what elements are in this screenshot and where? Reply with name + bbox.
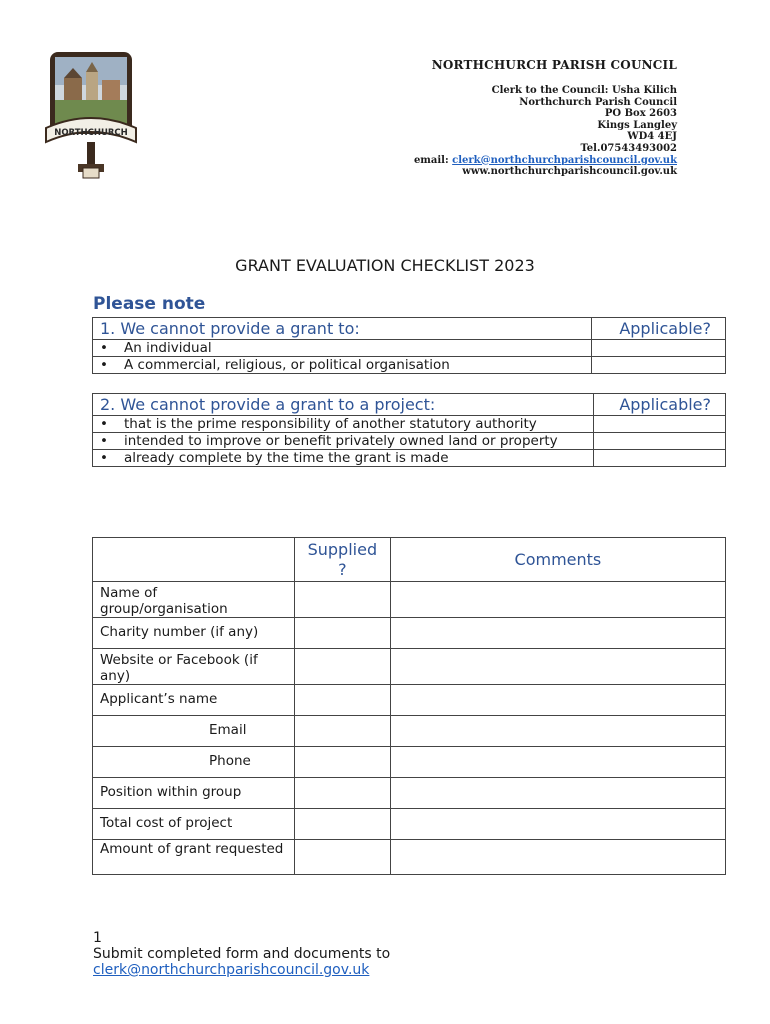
section-2-row: [93, 433, 726, 450]
applicable-cell[interactable]: [594, 416, 726, 433]
comments-cell[interactable]: [390, 649, 725, 685]
applicable-cell[interactable]: [594, 450, 726, 467]
applicable-cell[interactable]: [592, 357, 726, 374]
footer-email-link[interactable]: clerk@northchurchparishcouncil.gov.uk: [93, 962, 370, 978]
supplied-cell[interactable]: [294, 582, 390, 618]
org-name: NORTHCHURCH PARISH COUNCIL: [431, 58, 677, 72]
section-1-heading: 1. We cannot provide a grant to:: [93, 318, 592, 340]
checklist-row-label: Total cost of project: [93, 809, 295, 840]
bullet-icon: •: [100, 357, 108, 373]
telephone: Tel.07543493002: [580, 142, 677, 154]
section-2-row: [93, 416, 726, 433]
clerk-name: Clerk to the Council: Usha Kilich: [491, 85, 677, 96]
bullet-icon: •: [100, 340, 108, 356]
checklist-row: [93, 582, 726, 618]
section-2-table: [92, 393, 726, 467]
checklist-row: [93, 809, 726, 840]
postcode: WD4 4EJ: [627, 131, 677, 143]
checklist-row-label: Applicant’s name: [93, 685, 295, 716]
supplied-header: Supplied ?: [307, 540, 378, 579]
checklist-row: [93, 685, 726, 716]
section-1-header-row: [93, 318, 726, 340]
checklist-row-label: Phone: [93, 747, 295, 778]
checklist-row: [93, 716, 726, 747]
supplied-cell[interactable]: [294, 685, 390, 716]
supplied-cell[interactable]: [294, 778, 390, 809]
checklist-row: [93, 840, 726, 875]
checklist-row-label: Website or Facebook (if any): [93, 649, 295, 685]
section-2-applicable-label: Applicable?: [594, 394, 726, 416]
checklist-header-row: [93, 538, 726, 582]
address-line-2: PO Box 2603: [604, 108, 677, 120]
supplied-cell[interactable]: [294, 618, 390, 649]
supplied-cell[interactable]: [294, 840, 390, 875]
bullet-icon: •: [100, 416, 108, 432]
checklist-row-label: Name of group/organisation: [93, 582, 295, 618]
bullet-icon: •: [100, 433, 108, 449]
letterhead: [414, 58, 677, 178]
comments-cell[interactable]: [390, 747, 725, 778]
section-2-heading: 2. We cannot provide a grant to a project:: [93, 394, 594, 416]
parish-sign-logo: [42, 50, 140, 182]
logo-lettering: NORTHCHURCH: [54, 128, 128, 138]
comments-cell[interactable]: [390, 716, 725, 747]
section-1-item: A commercial, religious, or political organisation: [124, 357, 450, 373]
section-1-item: An individual: [124, 340, 212, 356]
address-line-1: Northchurch Parish Council: [519, 96, 677, 108]
letterhead-email-link[interactable]: clerk@northchurchparishcouncil.gov.uk: [452, 154, 677, 166]
section-2-row: [93, 450, 726, 467]
section-2-item: already complete by the time the grant is made: [124, 450, 449, 466]
website: www.northchurchparishcouncil.gov.uk: [462, 166, 677, 178]
supplied-cell[interactable]: [294, 809, 390, 840]
supplied-cell[interactable]: [294, 649, 390, 685]
section-2-item: that is the prime responsibility of another statutory authority: [124, 416, 537, 432]
comments-cell[interactable]: [390, 618, 725, 649]
applicable-cell[interactable]: [592, 340, 726, 357]
footer: [93, 930, 390, 978]
checklist-row: [93, 747, 726, 778]
checklist-row: [93, 778, 726, 809]
checklist-row-label: Position within group: [93, 778, 295, 809]
comments-cell[interactable]: [390, 840, 725, 875]
email-label: email:: [413, 154, 449, 166]
document-title: GRANT EVALUATION CHECKLIST 2023: [235, 256, 535, 275]
checklist-row-label: Email: [93, 716, 295, 747]
applicable-cell[interactable]: [594, 433, 726, 450]
section-2-header-row: [93, 394, 726, 416]
supplied-cell[interactable]: [294, 716, 390, 747]
comments-cell[interactable]: [390, 685, 725, 716]
checklist-row-label: Amount of grant requested: [93, 840, 295, 875]
comments-header: Comments: [390, 538, 725, 582]
please-note-heading: Please note: [93, 294, 206, 314]
section-1-row: [93, 340, 726, 357]
checklist-row: [93, 649, 726, 685]
checklist-row: [93, 618, 726, 649]
comments-cell[interactable]: [390, 582, 725, 618]
address-line-3: Kings Langley: [597, 119, 677, 131]
email-line: [414, 155, 677, 167]
submit-instructions: Submit completed form and documents to: [93, 946, 391, 962]
section-1-table: [92, 317, 726, 374]
page-number: 1: [93, 930, 102, 946]
checklist-row-label: Charity number (if any): [93, 618, 295, 649]
comments-cell[interactable]: [390, 809, 725, 840]
supplied-cell[interactable]: [294, 747, 390, 778]
section-2-item: intended to improve or benefit privately owned land or property: [124, 433, 558, 449]
section-1-applicable-label: Applicable?: [592, 318, 726, 340]
checklist-table: [92, 537, 726, 875]
section-1-row: [93, 357, 726, 374]
comments-cell[interactable]: [390, 778, 725, 809]
bullet-icon: •: [100, 450, 108, 466]
